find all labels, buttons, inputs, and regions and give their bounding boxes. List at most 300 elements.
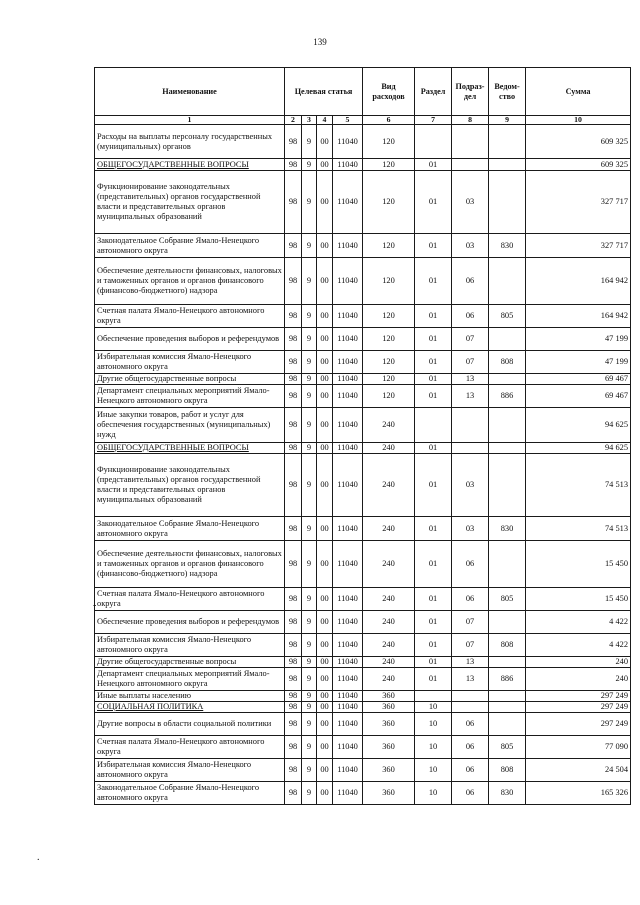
col-header-name: Наименование: [95, 68, 285, 116]
page-number: 139: [313, 37, 327, 47]
target-article-program-cell: 98: [285, 736, 302, 759]
target-article-group-cell: 00: [317, 234, 333, 258]
target-article-code-cell: 11040: [333, 611, 363, 634]
target-article-group-cell: 00: [317, 351, 333, 374]
subsection-cell: [452, 702, 489, 713]
target-article-subprogram-cell: 9: [302, 454, 317, 517]
target-article-subprogram-cell: 9: [302, 611, 317, 634]
header-row: [95, 68, 631, 116]
target-article-code-cell: 11040: [333, 234, 363, 258]
department-cell: 808: [489, 759, 526, 782]
section-cell: 01: [415, 634, 452, 657]
row-name-cell: Иные закупки товаров, работ и услуг для обеспечения государственных (муниципальных) нужд: [95, 408, 285, 443]
target-article-subprogram-cell: 9: [302, 541, 317, 588]
section-cell: 01: [415, 541, 452, 588]
table-row: [95, 408, 631, 443]
row-name-cell: Другие общегосударственные вопросы: [95, 657, 285, 668]
target-article-subprogram-cell: 9: [302, 351, 317, 374]
target-article-group-cell: 00: [317, 171, 333, 234]
target-article-program-cell: 98: [285, 611, 302, 634]
target-article-code-cell: 11040: [333, 634, 363, 657]
target-article-code-cell: 11040: [333, 668, 363, 691]
target-article-program-cell: 98: [285, 657, 302, 668]
target-article-program-cell: 98: [285, 374, 302, 385]
table-row: [95, 736, 631, 759]
col-number: 9: [489, 116, 526, 125]
table-row: [95, 657, 631, 668]
section-cell: 01: [415, 611, 452, 634]
amount-cell: 69 467: [526, 374, 631, 385]
target-article-subprogram-cell: 9: [302, 517, 317, 541]
target-article-code-cell: 11040: [333, 691, 363, 702]
amount-cell: 74 513: [526, 454, 631, 517]
expense-type-cell: 240: [363, 668, 415, 691]
section-cell: 10: [415, 736, 452, 759]
table-row: [95, 691, 631, 702]
expense-type-cell: 240: [363, 611, 415, 634]
target-article-group-cell: 00: [317, 736, 333, 759]
target-article-program-cell: 98: [285, 702, 302, 713]
department-cell: 808: [489, 351, 526, 374]
department-cell: [489, 443, 526, 454]
subsection-cell: 07: [452, 611, 489, 634]
subsection-cell: 13: [452, 668, 489, 691]
col-header-section: Раздел: [415, 68, 452, 116]
target-article-group-cell: 00: [317, 691, 333, 702]
target-article-subprogram-cell: 9: [302, 258, 317, 305]
row-name-cell: Другие общегосударственные вопросы: [95, 374, 285, 385]
target-article-subprogram-cell: 9: [302, 713, 317, 736]
table-row: [95, 611, 631, 634]
target-article-subprogram-cell: 9: [302, 125, 317, 159]
subsection-cell: 06: [452, 258, 489, 305]
table-body: [95, 125, 631, 805]
margin-mark: .: [37, 852, 40, 863]
amount-cell: 297 249: [526, 713, 631, 736]
row-name-cell: Счетная палата Ямало-Ненецкого автономного округа: [95, 736, 285, 759]
table-row: [95, 258, 631, 305]
target-article-group-cell: 00: [317, 541, 333, 588]
row-name-cell: Департамент специальных мероприятий Ямало-Ненецкого автономного округа: [95, 668, 285, 691]
target-article-group-cell: 00: [317, 588, 333, 611]
amount-cell: 4 422: [526, 634, 631, 657]
target-article-code-cell: 11040: [333, 443, 363, 454]
target-article-group-cell: 00: [317, 713, 333, 736]
amount-cell: 77 090: [526, 736, 631, 759]
expense-type-cell: 120: [363, 125, 415, 159]
department-cell: [489, 691, 526, 702]
target-article-group-cell: 00: [317, 454, 333, 517]
col-number: 1: [95, 116, 285, 125]
subsection-cell: 13: [452, 385, 489, 408]
department-cell: 886: [489, 385, 526, 408]
department-cell: 830: [489, 782, 526, 805]
target-article-program-cell: 98: [285, 541, 302, 588]
target-article-group-cell: 00: [317, 258, 333, 305]
expense-type-cell: 360: [363, 736, 415, 759]
amount-cell: 297 249: [526, 691, 631, 702]
subsection-cell: [452, 159, 489, 171]
row-name-cell: Избирательная комиссия Ямало-Ненецкого автономного округа: [95, 759, 285, 782]
amount-cell: 15 450: [526, 588, 631, 611]
target-article-group-cell: 00: [317, 159, 333, 171]
amount-cell: 240: [526, 657, 631, 668]
target-article-program-cell: 98: [285, 454, 302, 517]
target-article-program-cell: 98: [285, 668, 302, 691]
expense-type-cell: 360: [363, 782, 415, 805]
table-row: [95, 588, 631, 611]
section-cell: 01: [415, 517, 452, 541]
department-cell: 830: [489, 517, 526, 541]
target-article-program-cell: 98: [285, 634, 302, 657]
target-article-code-cell: 11040: [333, 517, 363, 541]
target-article-program-cell: 98: [285, 258, 302, 305]
expense-type-cell: 240: [363, 408, 415, 443]
target-article-group-cell: 00: [317, 782, 333, 805]
amount-cell: 164 942: [526, 305, 631, 328]
target-article-subprogram-cell: 9: [302, 328, 317, 351]
subsection-cell: 06: [452, 782, 489, 805]
expense-type-cell: 360: [363, 702, 415, 713]
target-article-group-cell: 00: [317, 634, 333, 657]
table-row: [95, 374, 631, 385]
section-cell: 10: [415, 759, 452, 782]
target-article-subprogram-cell: 9: [302, 234, 317, 258]
amount-cell: 4 422: [526, 611, 631, 634]
amount-cell: 47 199: [526, 351, 631, 374]
table-row: [95, 159, 631, 171]
subsection-cell: 13: [452, 657, 489, 668]
target-article-code-cell: 11040: [333, 702, 363, 713]
department-cell: [489, 713, 526, 736]
subsection-cell: 06: [452, 713, 489, 736]
table-row: [95, 305, 631, 328]
section-cell: 01: [415, 159, 452, 171]
expense-type-cell: 240: [363, 657, 415, 668]
department-cell: [489, 258, 526, 305]
target-article-program-cell: 98: [285, 328, 302, 351]
expense-type-cell: 240: [363, 634, 415, 657]
row-name-cell: Обеспечение деятельности финансовых, налоговых и таможенных органов и органов финансового (финансово-бюджетного) надзора: [95, 541, 285, 588]
row-name-cell: Обеспечение проведения выборов и референдумов: [95, 328, 285, 351]
target-article-program-cell: 98: [285, 159, 302, 171]
section-cell: 01: [415, 443, 452, 454]
row-name-cell: ОБЩЕГОСУДАРСТВЕННЫЕ ВОПРОСЫ: [95, 159, 285, 171]
target-article-subprogram-cell: 9: [302, 634, 317, 657]
target-article-program-cell: 98: [285, 305, 302, 328]
department-cell: [489, 657, 526, 668]
amount-cell: 15 450: [526, 541, 631, 588]
target-article-program-cell: 98: [285, 234, 302, 258]
department-cell: [489, 125, 526, 159]
row-name-cell: Счетная палата Ямало-Ненецкого автономного округа: [95, 305, 285, 328]
target-article-group-cell: 00: [317, 328, 333, 351]
col-number: 3: [302, 116, 317, 125]
target-article-program-cell: 98: [285, 408, 302, 443]
department-cell: [489, 328, 526, 351]
target-article-subprogram-cell: 9: [302, 702, 317, 713]
section-cell: 01: [415, 668, 452, 691]
target-article-group-cell: 00: [317, 408, 333, 443]
column-number-row: [95, 116, 631, 125]
section-cell: 01: [415, 171, 452, 234]
department-cell: 830: [489, 234, 526, 258]
target-article-group-cell: 00: [317, 374, 333, 385]
row-name-cell: ОБЩЕГОСУДАРСТВЕННЫЕ ВОПРОСЫ: [95, 443, 285, 454]
expense-type-cell: 120: [363, 385, 415, 408]
amount-cell: 609 325: [526, 159, 631, 171]
target-article-code-cell: 11040: [333, 713, 363, 736]
subsection-cell: 06: [452, 736, 489, 759]
subsection-cell: 03: [452, 234, 489, 258]
section-cell: 01: [415, 328, 452, 351]
department-cell: 886: [489, 668, 526, 691]
target-article-program-cell: 98: [285, 691, 302, 702]
col-header-amount: Сумма: [526, 68, 631, 116]
section-cell: 01: [415, 454, 452, 517]
col-number: 10: [526, 116, 631, 125]
expense-type-cell: 240: [363, 541, 415, 588]
department-cell: [489, 541, 526, 588]
expense-type-cell: 120: [363, 258, 415, 305]
target-article-subprogram-cell: 9: [302, 171, 317, 234]
row-name-cell: Функционирование законодательных (представительных) органов государственной власти и представительных органов муниципальных образований: [95, 171, 285, 234]
expense-type-cell: 120: [363, 374, 415, 385]
target-article-subprogram-cell: 9: [302, 657, 317, 668]
row-name-cell: Избирательная комиссия Ямало-Ненецкого автономного округа: [95, 351, 285, 374]
section-cell: 01: [415, 351, 452, 374]
row-name-cell: Законодательное Собрание Ямало-Ненецкого автономного округа: [95, 782, 285, 805]
target-article-subprogram-cell: 9: [302, 374, 317, 385]
row-name-cell: Расходы на выплаты персоналу государственных (муниципальных) органов: [95, 125, 285, 159]
subsection-cell: 03: [452, 454, 489, 517]
target-article-group-cell: 00: [317, 611, 333, 634]
subsection-cell: 13: [452, 374, 489, 385]
target-article-group-cell: 00: [317, 125, 333, 159]
target-article-code-cell: 11040: [333, 258, 363, 305]
target-article-subprogram-cell: 9: [302, 159, 317, 171]
section-cell: [415, 408, 452, 443]
amount-cell: 297 249: [526, 702, 631, 713]
subsection-cell: 07: [452, 328, 489, 351]
department-cell: 805: [489, 305, 526, 328]
target-article-subprogram-cell: 9: [302, 385, 317, 408]
target-article-program-cell: 98: [285, 385, 302, 408]
department-cell: [489, 159, 526, 171]
target-article-program-cell: 98: [285, 171, 302, 234]
table-row: [95, 782, 631, 805]
table-row: [95, 125, 631, 159]
department-cell: [489, 611, 526, 634]
table-row: [95, 759, 631, 782]
department-cell: [489, 374, 526, 385]
row-name-cell: СОЦИАЛЬНАЯ ПОЛИТИКА: [95, 702, 285, 713]
table-row: [95, 668, 631, 691]
section-cell: 01: [415, 588, 452, 611]
target-article-code-cell: 11040: [333, 305, 363, 328]
amount-cell: 94 625: [526, 443, 631, 454]
department-cell: 805: [489, 736, 526, 759]
expense-type-cell: 120: [363, 171, 415, 234]
expense-type-cell: 120: [363, 159, 415, 171]
target-article-group-cell: 00: [317, 443, 333, 454]
row-name-cell: Счетная палата Ямало-Ненецкого автономного округа: [95, 588, 285, 611]
row-name-cell: Законодательное Собрание Ямало-Ненецкого автономного округа: [95, 517, 285, 541]
table-row: [95, 443, 631, 454]
target-article-code-cell: 11040: [333, 351, 363, 374]
target-article-code-cell: 11040: [333, 759, 363, 782]
target-article-code-cell: 11040: [333, 541, 363, 588]
department-cell: [489, 454, 526, 517]
amount-cell: 240: [526, 668, 631, 691]
table-row: [95, 713, 631, 736]
target-article-code-cell: 11040: [333, 171, 363, 234]
col-header-subsection: Подраз-дел: [452, 68, 489, 116]
expense-type-cell: 240: [363, 443, 415, 454]
table-row: [95, 234, 631, 258]
expense-type-cell: 120: [363, 305, 415, 328]
department-cell: [489, 702, 526, 713]
subsection-cell: 06: [452, 588, 489, 611]
target-article-program-cell: 98: [285, 125, 302, 159]
subsection-cell: 07: [452, 351, 489, 374]
col-number: 4: [317, 116, 333, 125]
target-article-code-cell: 11040: [333, 159, 363, 171]
section-cell: 10: [415, 702, 452, 713]
subsection-cell: 06: [452, 541, 489, 588]
amount-cell: 165 326: [526, 782, 631, 805]
subsection-cell: [452, 691, 489, 702]
target-article-program-cell: 98: [285, 351, 302, 374]
section-cell: 01: [415, 234, 452, 258]
col-header-department: Ведом-ство: [489, 68, 526, 116]
section-cell: 10: [415, 782, 452, 805]
target-article-subprogram-cell: 9: [302, 736, 317, 759]
target-article-code-cell: 11040: [333, 374, 363, 385]
expense-type-cell: 120: [363, 328, 415, 351]
amount-cell: 69 467: [526, 385, 631, 408]
amount-cell: 164 942: [526, 258, 631, 305]
col-number: 6: [363, 116, 415, 125]
target-article-subprogram-cell: 9: [302, 782, 317, 805]
department-cell: 808: [489, 634, 526, 657]
target-article-group-cell: 00: [317, 702, 333, 713]
table-row: [95, 517, 631, 541]
expense-type-cell: 240: [363, 517, 415, 541]
target-article-code-cell: 11040: [333, 385, 363, 408]
margin-mark: -: [93, 600, 97, 611]
col-header-expense-type: Вид расходов: [363, 68, 415, 116]
col-number: 5: [333, 116, 363, 125]
row-name-cell: Иные выплаты населению: [95, 691, 285, 702]
section-cell: 10: [415, 713, 452, 736]
amount-cell: 327 717: [526, 171, 631, 234]
target-article-code-cell: 11040: [333, 588, 363, 611]
row-name-cell: Другие вопросы в области социальной политики: [95, 713, 285, 736]
table-row: [95, 351, 631, 374]
target-article-subprogram-cell: 9: [302, 305, 317, 328]
amount-cell: 24 504: [526, 759, 631, 782]
subsection-cell: 06: [452, 305, 489, 328]
table-row: [95, 171, 631, 234]
amount-cell: 74 513: [526, 517, 631, 541]
section-cell: [415, 125, 452, 159]
target-article-group-cell: 00: [317, 385, 333, 408]
target-article-program-cell: 98: [285, 759, 302, 782]
target-article-code-cell: 11040: [333, 328, 363, 351]
amount-cell: 609 325: [526, 125, 631, 159]
subsection-cell: 07: [452, 634, 489, 657]
target-article-subprogram-cell: 9: [302, 691, 317, 702]
row-name-cell: Законодательное Собрание Ямало-Ненецкого автономного округа: [95, 234, 285, 258]
subsection-cell: 06: [452, 759, 489, 782]
budget-table: [94, 67, 631, 805]
amount-cell: 327 717: [526, 234, 631, 258]
section-cell: 01: [415, 657, 452, 668]
target-article-code-cell: 11040: [333, 782, 363, 805]
target-article-group-cell: 00: [317, 517, 333, 541]
row-name-cell: Обеспечение проведения выборов и референдумов: [95, 611, 285, 634]
expense-type-cell: 120: [363, 351, 415, 374]
department-cell: 805: [489, 588, 526, 611]
target-article-code-cell: 11040: [333, 454, 363, 517]
table-row: [95, 541, 631, 588]
table-row: [95, 385, 631, 408]
subsection-cell: 03: [452, 171, 489, 234]
section-cell: 01: [415, 258, 452, 305]
section-cell: 01: [415, 374, 452, 385]
target-article-subprogram-cell: 9: [302, 668, 317, 691]
row-name-cell: Департамент специальных мероприятий Ямало-Ненецкого автономного округа: [95, 385, 285, 408]
target-article-code-cell: 11040: [333, 408, 363, 443]
subsection-cell: [452, 125, 489, 159]
col-number: 8: [452, 116, 489, 125]
target-article-program-cell: 98: [285, 443, 302, 454]
row-name-cell: Обеспечение деятельности финансовых, налоговых и таможенных органов и органов финансового (финансово-бюджетного) надзора: [95, 258, 285, 305]
subsection-cell: 03: [452, 517, 489, 541]
target-article-group-cell: 00: [317, 759, 333, 782]
expense-type-cell: 360: [363, 759, 415, 782]
target-article-code-cell: 11040: [333, 736, 363, 759]
department-cell: [489, 171, 526, 234]
col-number: 7: [415, 116, 452, 125]
target-article-code-cell: 11040: [333, 125, 363, 159]
target-article-subprogram-cell: 9: [302, 443, 317, 454]
target-article-group-cell: 00: [317, 305, 333, 328]
target-article-code-cell: 11040: [333, 657, 363, 668]
row-name-cell: Функционирование законодательных (представительных) органов государственной власти и представительных органов муниципальных образований: [95, 454, 285, 517]
target-article-program-cell: 98: [285, 517, 302, 541]
target-article-program-cell: 98: [285, 713, 302, 736]
target-article-program-cell: 98: [285, 782, 302, 805]
row-name-cell: Избирательная комиссия Ямало-Ненецкого автономного округа: [95, 634, 285, 657]
subsection-cell: [452, 443, 489, 454]
table-row: [95, 634, 631, 657]
col-header-target-article: Целевая статья: [285, 68, 363, 116]
table-row: [95, 454, 631, 517]
table-row: [95, 702, 631, 713]
amount-cell: 94 625: [526, 408, 631, 443]
table-row: [95, 328, 631, 351]
target-article-group-cell: 00: [317, 668, 333, 691]
department-cell: [489, 408, 526, 443]
section-cell: 01: [415, 305, 452, 328]
expense-type-cell: 240: [363, 454, 415, 517]
target-article-subprogram-cell: 9: [302, 759, 317, 782]
subsection-cell: [452, 408, 489, 443]
target-article-group-cell: 00: [317, 657, 333, 668]
section-cell: 01: [415, 385, 452, 408]
